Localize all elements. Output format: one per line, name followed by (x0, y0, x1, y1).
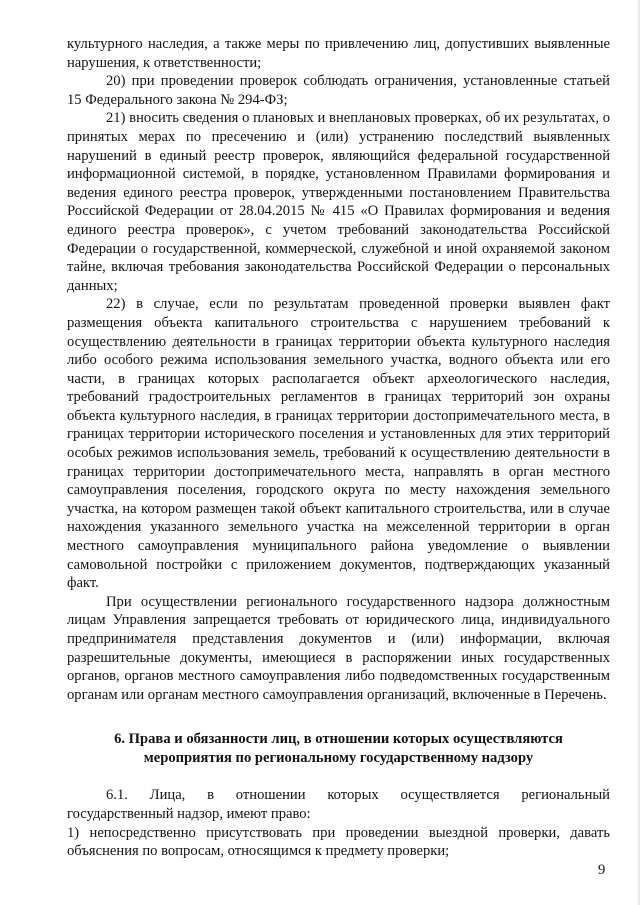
document-page (67, 35, 610, 861)
paragraph-item-21: 21) вносить сведения о плановых и внеплановых проверках, об их результатах, о принятых мерах по пресечению и (или) устранению последствий выявленных нарушений в единый реестр проверок, являющийся федеральной государственной информационной системой, в порядке, установленном Правилами формирования и ведения единого реестра проверок, утвержденными постановлением Правительства Российской Федерации от 28.04.2015 № 415 «О Правилах формирования и ведения единого реестра проверок», с учетом требований законодательства Российской Федерации о государственной, коммерческой, служебной и иной охраняемой законом тайне, включая требования законодательства Российской Федерации о персональных данных; (67, 110, 610, 294)
paragraph-6-1-item-1: 1) непосредственно присутствовать при проведении выездной проверки, давать объяснения по вопросам, относящимся к предмету проверки; (67, 824, 610, 860)
paragraph-item-22: 22) в случае, если по результатам проведенной проверки выявлен факт размещения объекта капитального строительства с нарушением требований к осуществлению деятельности в границах территории объекта культурного наследия либо особого режима использования земельного участка, водного объекта или его части, в границах которых располагается объект археологического наследия, требований градостроительных регламентов в границах территорий зон охраны объекта культурного наследия, в границах территории достопримечательного места, в границах территории исторического поселения и установленных для этих территорий особых режимов использования земель, требований к осуществлению деятельности в границах территории достопримечательного места, направлять в орган местного самоуправления поселения, городского округа по месту нахождения земельного участка, на котором размещен такой объект капитального строительства, или в случае нахождения указанного земельного участка на межселенной территории в орган местного самоуправления муниципального района уведомление о выявлении самовольной постройки с приложением документов, подтверждающих указанный факт. (67, 296, 610, 592)
page-number: 9 (598, 862, 606, 878)
scan-edge (636, 0, 640, 905)
section-heading-line-2: мероприятия по региональному государственному надзору (143, 750, 534, 767)
paragraph-prohibition: При осуществлении регионального государственного надзора должностным лицам Управления запрещается требовать от юридического лица, индивидуального предпринимателя представления документов и (или) информации, включая разрешительные документы, имеющиеся в распоряжении иных государственных органов, органов местного самоуправления либо подведомственных государственным органам или органам местного самоуправления организаций, включенные в Перечень. (67, 593, 610, 703)
paragraph-item-20: 20) при проведении проверок соблюдать ограничения, установленные статьей 15 Федерального закона № 294-ФЗ; (67, 73, 610, 108)
paragraph-6-1: 6.1. Лица, в отношении которых осуществляется региональный государственный надзор, имеют право: (67, 787, 610, 822)
paragraph-continuation: культурного наследия, а также меры по привлечению лиц, допустивших выявленные нарушения, к ответственности; (67, 36, 610, 71)
spacer (67, 768, 610, 786)
section-heading (67, 730, 610, 768)
section-heading-line-1: 6. Права и обязанности лиц, в отношении которых осуществляются (114, 731, 563, 748)
